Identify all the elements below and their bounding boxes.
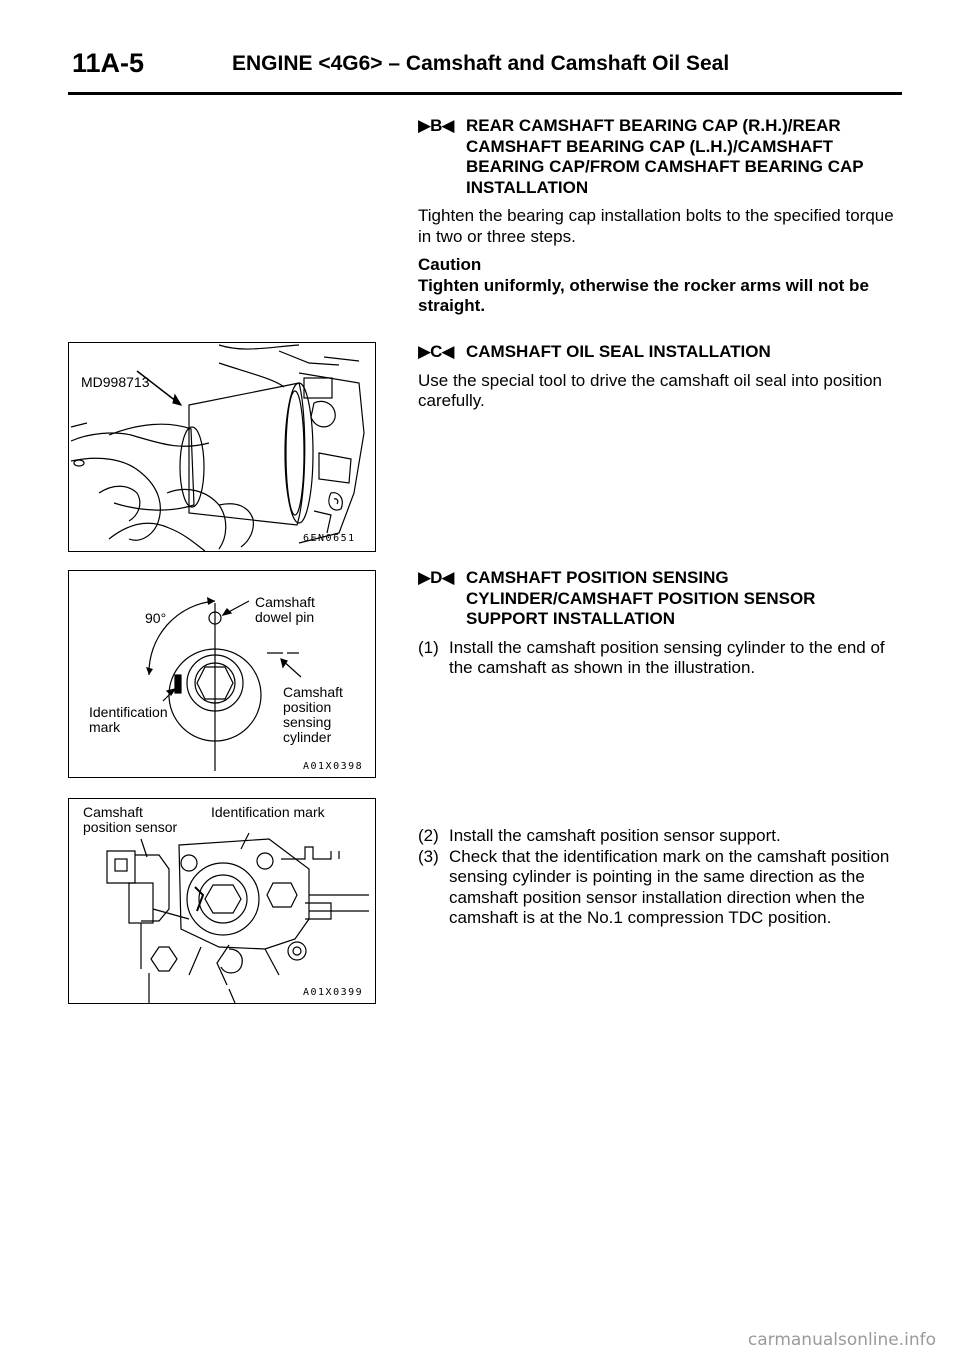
figure-code: A01X0399 [303, 987, 364, 998]
figure-code: A01X0398 [303, 761, 364, 772]
section-d-title: CAMSHAFT POSITION SENSING CYLINDER/CAMSHAFT POSITION SENSOR SUPPORT INSTALLATION [466, 568, 816, 628]
section-c [418, 342, 902, 412]
step-2-number: (2) [418, 826, 439, 845]
identification-mark-label: Identification mark [89, 704, 168, 735]
section-d-marker: ▶D◀ [418, 568, 454, 587]
figure-oil-seal-tool [68, 342, 376, 552]
section-b-marker: ▶B◀ [418, 116, 454, 135]
step-1-number: (1) [418, 637, 439, 657]
step-3 [418, 847, 902, 929]
sensor-label: Camshaft position sensor [83, 804, 178, 835]
section-b [418, 116, 902, 317]
step-2 [418, 826, 902, 847]
section-d-steps [418, 826, 902, 929]
page-header [72, 44, 902, 94]
figure-code: 6EN0651 [303, 533, 356, 544]
step-3-number: (3) [418, 846, 439, 866]
caution-label: Caution [418, 255, 482, 274]
sensing-cylinder-label: Camshaft position sensing cylinder [283, 684, 343, 745]
figure-sensor-support [68, 798, 376, 1004]
sensing-cylinder-diagram [69, 571, 375, 777]
step-3-text: Check that the identification mark on the camshaft position sensing cylinder is pointing in the same direction as the camshaft position sensor installation direction when the camshaft is at the No.1 compression TDC position. [449, 846, 890, 927]
dowel-pin-label: Camshaft dowel pin [255, 594, 315, 625]
section-b-text: Tighten the bearing cap installation bolts to the specified torque in two or three steps. [418, 206, 894, 246]
step-1 [418, 638, 902, 679]
step-2-text: Install the camshaft position sensor support. [449, 826, 781, 845]
section-c-marker: ▶C◀ [418, 342, 454, 361]
watermark: carmanualsonline.info [747, 1330, 936, 1350]
page-code: 11A-5 [72, 48, 145, 78]
header-rule [68, 92, 902, 95]
page-title: ENGINE <4G6> – Camshaft and Camshaft Oil Seal [232, 52, 730, 75]
caution-text: Tighten uniformly, otherwise the rocker arms will not be straight. [418, 275, 869, 315]
section-c-title: CAMSHAFT OIL SEAL INSTALLATION [466, 342, 771, 361]
identification-mark-label: Identification mark [211, 804, 325, 820]
section-d [418, 568, 902, 679]
step-1-text: Install the camshaft position sensing cylinder to the end of the camshaft as shown in the illustration. [449, 637, 885, 677]
section-b-title: REAR CAMSHAFT BEARING CAP (R.H.)/REAR CAMSHAFT BEARING CAP (L.H.)/CAMSHAFT BEARING CAP/FROM CAMSHAFT BEARING CAP INSTALLATION [466, 116, 864, 197]
angle-label: 90° [145, 610, 167, 626]
tool-label: MD998713 [81, 374, 150, 390]
figure-sensing-cylinder [68, 570, 376, 778]
section-c-text: Use the special tool to drive the camshaft oil seal into position carefully. [418, 370, 882, 410]
